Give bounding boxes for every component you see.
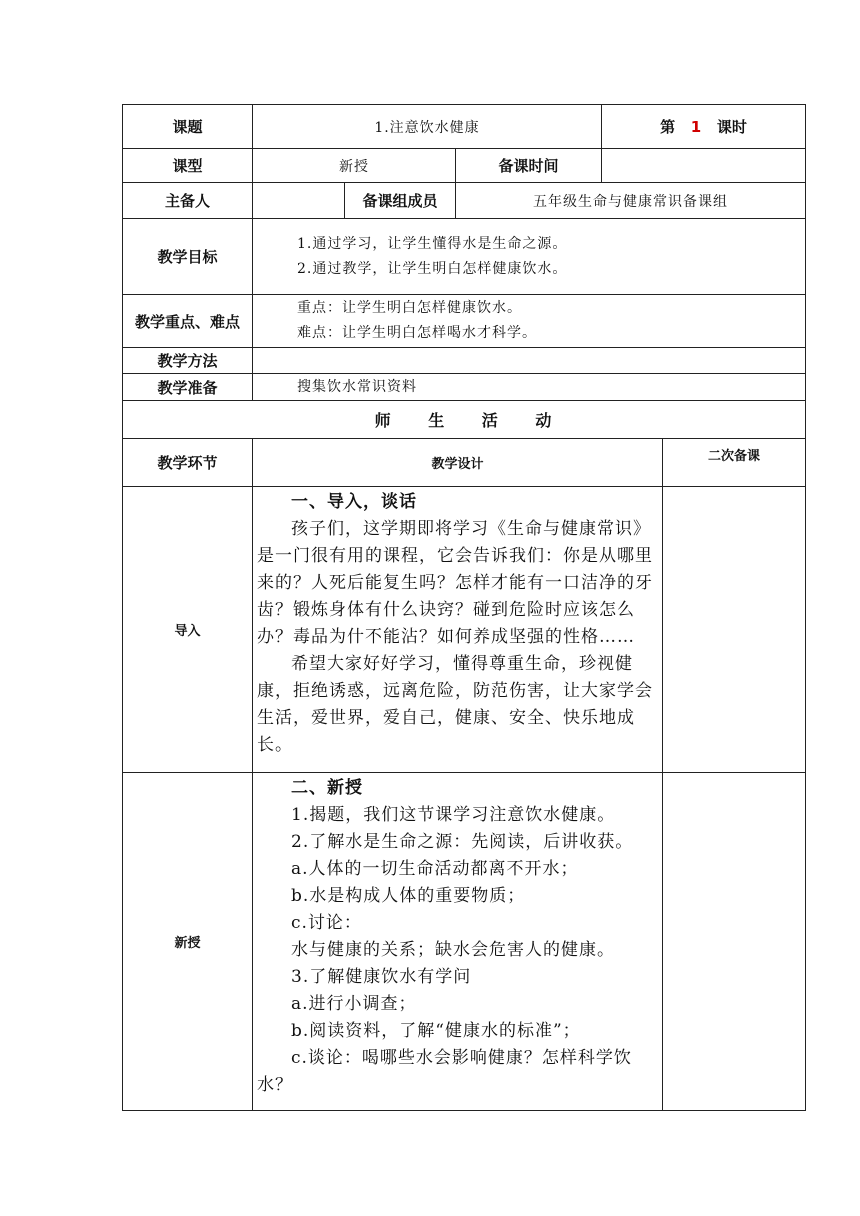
prep-time-value bbox=[602, 149, 806, 183]
lesson-plan-table bbox=[122, 104, 806, 1111]
new-lesson-design bbox=[253, 773, 663, 1111]
intro-design bbox=[253, 487, 663, 773]
section-paragraph: 水与健康的关系；缺水会危害人的健康。 bbox=[291, 940, 615, 960]
host-row bbox=[123, 183, 806, 219]
host-value bbox=[253, 183, 345, 219]
section-paragraph: a.人体的一切生命活动都离不开水； bbox=[291, 859, 579, 879]
section-paragraph: 3.了解健康饮水有学问 bbox=[291, 967, 472, 987]
section-heading: 一、导入，谈话 bbox=[291, 492, 417, 512]
column-stage: 教学环节 bbox=[123, 439, 253, 487]
activity-title-row bbox=[123, 401, 806, 439]
method-row bbox=[123, 348, 806, 374]
members-value: 五年级生命与健康常识备课组 bbox=[456, 183, 806, 219]
new-lesson-row bbox=[123, 773, 806, 1111]
goal-item: 2.通过教学，让学生明白怎样健康饮水。 bbox=[297, 260, 568, 277]
prep-time-label: 备课时间 bbox=[456, 149, 602, 183]
members-label: 备课组成员 bbox=[345, 183, 456, 219]
section-paragraph: 孩子们，这学期即将学习《生命与健康常识》是一门很有用的课程，它会告诉我们：你是从哪里来的？人死后能复生吗？怎样才能有一口洁净的牙齿？锻炼身体有什么诀窍？碰到危险时应该怎么办？毒品为什不能沾？如何养成坚强的性格…… bbox=[257, 519, 653, 647]
section-paragraph: b.阅读资料，了解“健康水的标准”； bbox=[291, 1021, 581, 1041]
columns-row bbox=[123, 439, 806, 487]
prep-value: 搜集饮水常识资料 bbox=[253, 374, 806, 401]
key-point-item: 重点：让学生明白怎样健康饮水。 bbox=[297, 300, 522, 316]
method-value bbox=[253, 348, 806, 374]
stage-intro: 导入 bbox=[123, 487, 253, 773]
lesson-suffix: 课时 bbox=[716, 118, 747, 136]
key-points-row bbox=[123, 295, 806, 348]
column-design: 教学设计 bbox=[253, 439, 663, 487]
key-point-item: 难点：让学生明白怎样喝水才科学。 bbox=[297, 325, 537, 341]
host-label: 主备人 bbox=[123, 183, 253, 219]
topic-value: 1.注意饮水健康 bbox=[253, 105, 602, 149]
section-paragraph: b.水是构成人体的重要物质； bbox=[291, 886, 526, 906]
type-label: 课型 bbox=[123, 149, 253, 183]
goals-cell bbox=[253, 219, 806, 295]
intro-second bbox=[663, 487, 806, 773]
lesson-prefix: 第 bbox=[660, 118, 676, 136]
topic-label: 课题 bbox=[123, 105, 253, 149]
activity-title: 师 生 活 动 bbox=[123, 401, 806, 439]
key-points-cell bbox=[253, 295, 806, 348]
column-second: 二次备课 bbox=[663, 439, 806, 487]
key-points-label: 教学重点、难点 bbox=[123, 295, 253, 348]
section-paragraph: c.谈论：喝哪些水会影响健康？怎样科学饮水？ bbox=[257, 1048, 632, 1095]
method-label: 教学方法 bbox=[123, 348, 253, 374]
stage-new-lesson: 新授 bbox=[123, 773, 253, 1111]
section-paragraph: 1.揭题，我们这节课学习注意饮水健康。 bbox=[291, 805, 616, 825]
section-paragraph: 希望大家好好学习，懂得尊重生命，珍视健康，拒绝诱惑，远离危险，防范伤害，让大家学会生活，爱世界，爱自己，健康、安全、快乐地成长。 bbox=[257, 654, 653, 755]
goals-label: 教学目标 bbox=[123, 219, 253, 295]
goal-item: 1.通过学习，让学生懂得水是生命之源。 bbox=[297, 235, 568, 252]
new-lesson-second bbox=[663, 773, 806, 1111]
prep-label: 教学准备 bbox=[123, 374, 253, 401]
goals-row bbox=[123, 219, 806, 295]
lesson-plan-document bbox=[122, 104, 805, 1111]
intro-row bbox=[123, 487, 806, 773]
topic-row bbox=[123, 105, 806, 149]
section-paragraph: c.讨论： bbox=[291, 913, 362, 933]
lesson-number: 1 bbox=[690, 118, 702, 136]
lesson-count bbox=[602, 105, 806, 149]
type-row bbox=[123, 149, 806, 183]
section-paragraph: 2.了解水是生命之源：先阅读，后讲收获。 bbox=[291, 832, 634, 852]
type-value: 新授 bbox=[253, 149, 456, 183]
section-heading: 二、新授 bbox=[291, 778, 363, 798]
prep-row bbox=[123, 374, 806, 401]
section-paragraph: a.进行小调查； bbox=[291, 994, 417, 1014]
